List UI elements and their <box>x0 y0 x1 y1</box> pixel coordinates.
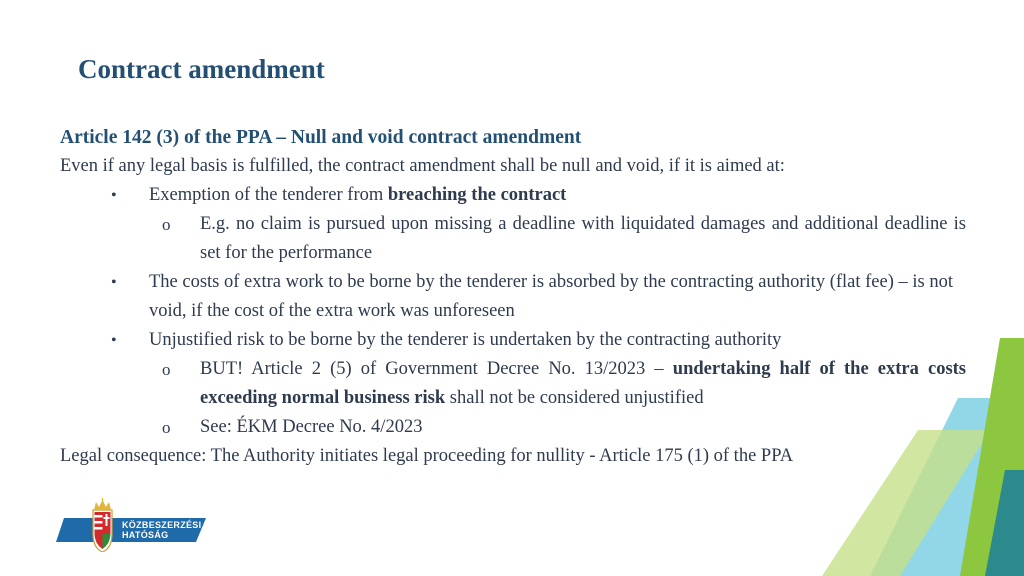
bullet-item-3 <box>60 326 966 355</box>
bullet-bold-text: breaching the contract <box>387 185 567 205</box>
bullet-text: Exemption of the tenderer from <box>149 185 388 205</box>
sub-marker: o <box>162 215 171 234</box>
sub-item-1-1 <box>60 210 966 268</box>
sub-item-3-1 <box>60 355 966 413</box>
bullet-text: Unjustified risk to be borne by the tenderer is undertaken by the contracting authority <box>149 330 782 350</box>
bullet-item-1 <box>60 181 966 210</box>
bullet-text: The costs of extra work to be borne by the tenderer is absorbed by the contracting authority (flat fee) – is not void, if the cost of the extra work was unforeseen <box>149 272 953 321</box>
intro-text: Even if any legal basis is fulfilled, the contract amendment shall be null and void, if it is aimed at: <box>60 156 785 176</box>
bullet-item-2 <box>60 268 966 326</box>
sub-marker: o <box>162 360 171 379</box>
authority-logo <box>56 498 208 552</box>
page-title: Contract amendment <box>78 54 325 84</box>
bullet-marker: • <box>111 274 117 291</box>
section-heading: Article 142 (3) of the PPA – Null and void contract amendment <box>60 127 582 148</box>
sub-text: See: ÉKM Decree No. 4/2023 <box>200 417 423 437</box>
sub-item-3-2 <box>60 413 966 442</box>
sub-text-after: shall not be considered unjustified <box>445 388 704 408</box>
bullet-marker: • <box>111 332 117 349</box>
legal-consequence: Legal consequence: The Authority initiates legal proceeding for nullity - Article 175 (1) of the PPA <box>60 446 794 466</box>
coat-of-arms-icon <box>93 498 112 552</box>
sub-text: BUT! Article 2 (5) of Government Decree No. 13/2023 – <box>200 359 673 379</box>
bullet-marker: • <box>111 187 117 204</box>
sub-bold-text: undertaking half of the extra costs exceeding normal business risk <box>200 359 966 408</box>
logo-text-line2: HATÓSÁG <box>122 530 169 540</box>
sub-text: E.g. no claim is pursued upon missing a deadline with liquidated damages and additional deadline is set for the performance <box>200 214 966 263</box>
logo-text-line1: KÖZBESZERZÉSI <box>122 520 202 530</box>
slide-content <box>60 123 966 471</box>
sub-marker: o <box>162 418 171 437</box>
